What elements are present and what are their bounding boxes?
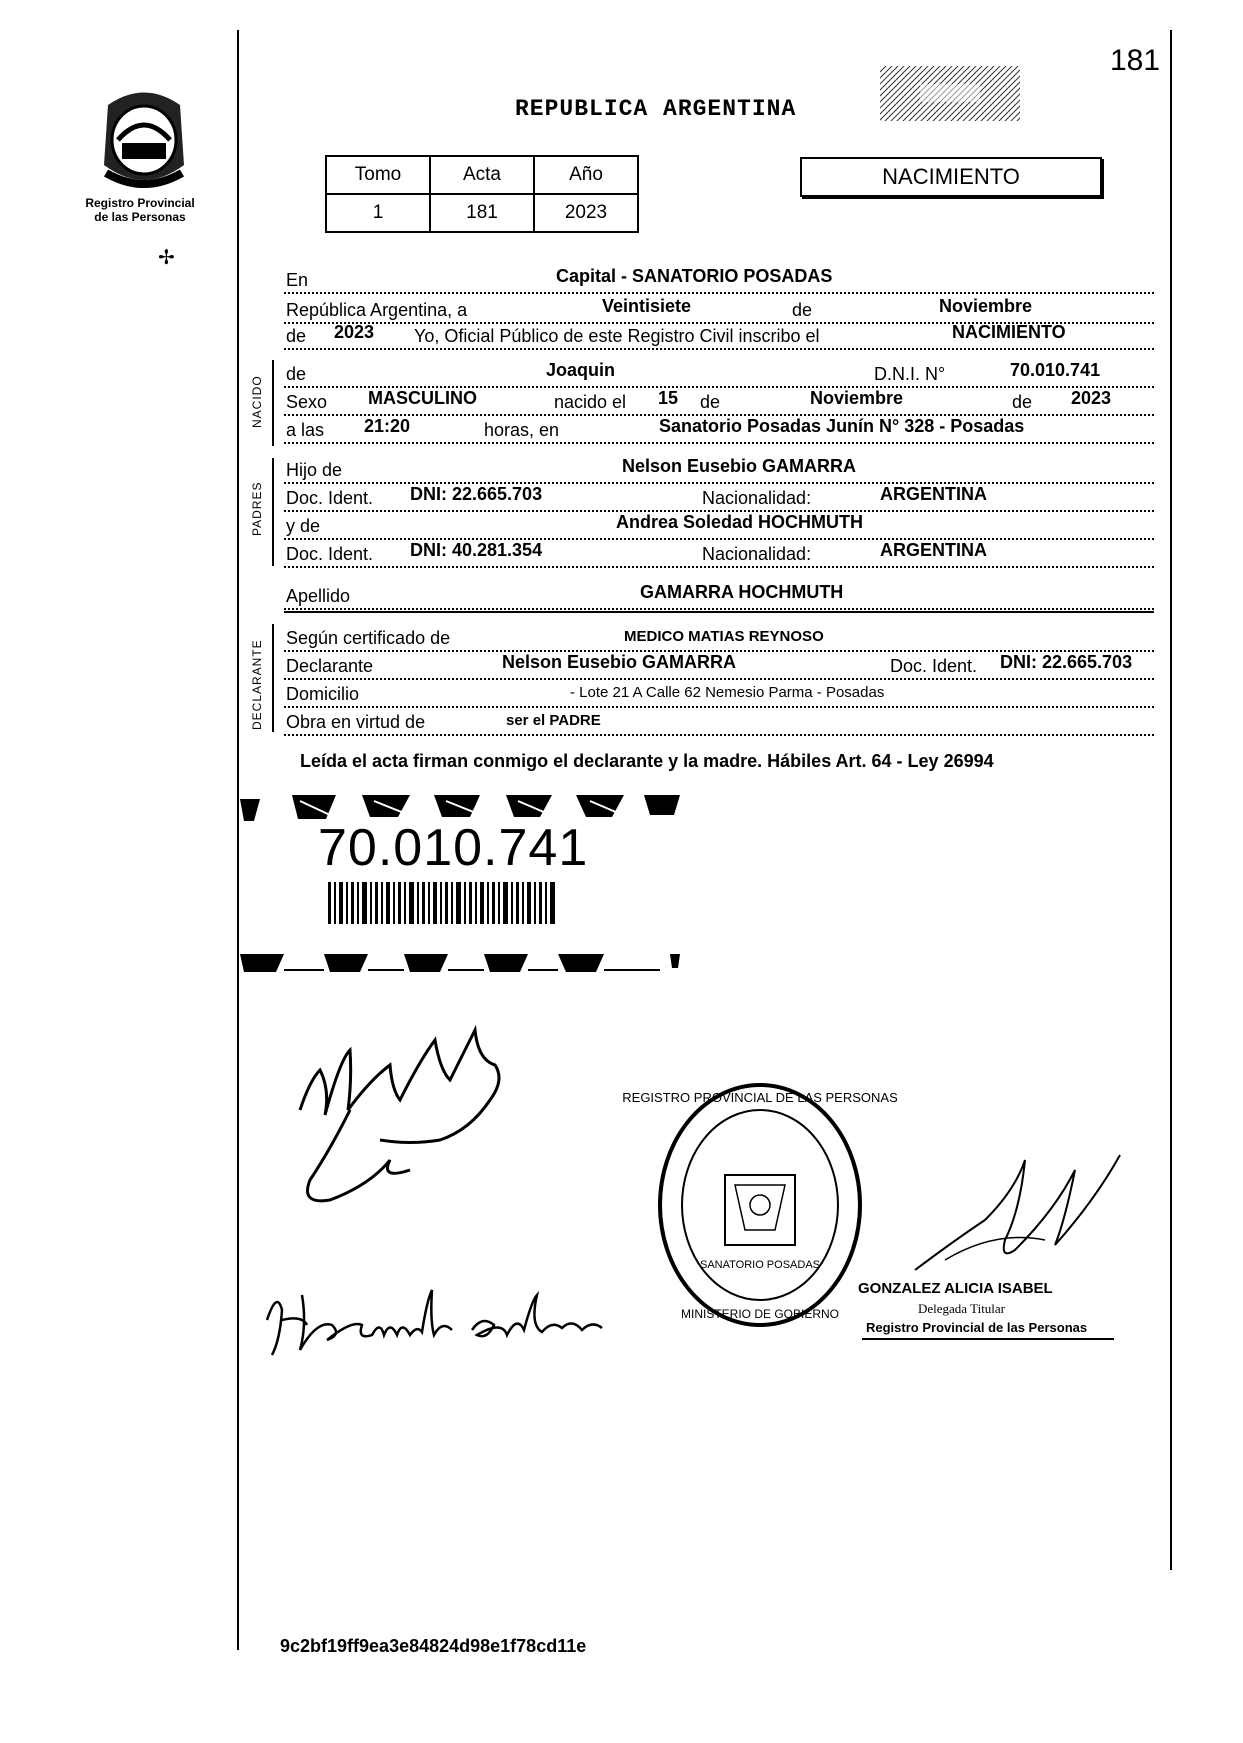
nacido-bracket xyxy=(272,360,274,446)
legal-note: Leída el acta firman conmigo el declarante y la madre. Hábiles Art. 64 - Ley 26994 xyxy=(300,751,994,771)
acta-value: 181 xyxy=(430,194,534,232)
sexo-value: MASCULINO xyxy=(368,388,477,408)
row-apellido xyxy=(284,578,1154,610)
de-label: de xyxy=(286,364,307,384)
section-label-declarante: DECLARANTE xyxy=(250,639,264,730)
de-label: de xyxy=(792,300,813,320)
acta-table-header-row xyxy=(326,156,638,194)
event-value: NACIMIENTO xyxy=(952,322,1066,342)
official-stamp xyxy=(622,1080,898,1330)
stamp-bottom-text: MINISTERIO DE GOBIERNO xyxy=(680,1307,840,1321)
sticker-bottom-border xyxy=(240,954,680,976)
place-value: Capital - SANATORIO POSADAS xyxy=(556,266,833,286)
row-obra xyxy=(284,704,1154,736)
father-nationality-value: ARGENTINA xyxy=(880,484,987,504)
anio-value: 2023 xyxy=(534,194,638,232)
father-value: Nelson Eusebio GAMARRA xyxy=(622,456,857,476)
registry-caption-line1: Registro Provincial xyxy=(85,196,195,210)
acta-table-header: Año xyxy=(534,156,638,194)
birth-place-value: Sanatorio Posadas Junín N° 328 - Posadas xyxy=(659,416,1025,436)
horas-label: horas, en xyxy=(484,420,560,440)
declarante-doc-value: DNI: 22.665.703 xyxy=(1000,652,1133,672)
domicilio-value: - Lote 21 A Calle 62 Nemesio Parma - Posadas xyxy=(570,684,885,701)
registry-caption-line2: de las Personas xyxy=(94,210,186,224)
padres-bracket xyxy=(272,458,274,566)
dni-value: 70.010.741 xyxy=(1010,360,1101,380)
y-de-label: y de xyxy=(286,516,321,536)
small-mark-icon: ✢ xyxy=(158,247,175,269)
province-logo xyxy=(88,85,200,195)
sticker-number: 70.010.741 xyxy=(318,819,589,877)
acta-table-header: Acta xyxy=(430,156,534,194)
obra-label: Obra en virtud de xyxy=(286,712,426,732)
declarante-value: Nelson Eusebio GAMARRA xyxy=(502,652,737,672)
father-doc-value: DNI: 22.665.703 xyxy=(410,484,543,504)
segun-label: Según certificado de xyxy=(286,628,451,648)
page-number: 181 xyxy=(1110,44,1161,77)
section-label-nacido: NACIDO xyxy=(250,375,264,428)
document-hash: 9c2bf19ff9ea3e84824d98e1f78cd11e xyxy=(280,1636,587,1656)
page-title: REPUBLICA ARGENTINA xyxy=(515,96,797,122)
row-inscribe xyxy=(284,318,1154,350)
sexo-label: Sexo xyxy=(286,392,328,412)
row-place xyxy=(284,262,1154,294)
declarante-bracket xyxy=(272,624,274,732)
mother-value: Andrea Soledad HOCHMUTH xyxy=(616,512,864,532)
mother-signature xyxy=(262,1280,612,1360)
mother-nationality-value: ARGENTINA xyxy=(880,540,987,560)
official-office: Registro Provincial de las Personas xyxy=(866,1320,1088,1335)
barcode-icon xyxy=(328,882,558,924)
declarante-label: Declarante xyxy=(286,656,374,676)
nacido-label: nacido el xyxy=(554,392,627,412)
official-underline xyxy=(862,1338,1114,1340)
stamp-outer-text: REGISTRO PROVINCIAL DE LAS PERSONAS xyxy=(622,1090,898,1105)
month-value: Noviembre xyxy=(939,296,1033,316)
stamp-inner-text: SANATORIO POSADAS xyxy=(699,1259,821,1271)
doc-label: Doc. Ident. xyxy=(286,488,374,508)
registry-caption xyxy=(60,196,220,224)
certificado-value: MEDICO MATIAS REYNOSO xyxy=(624,628,824,645)
official-name: GONZALEZ ALICIA ISABEL xyxy=(858,1280,1053,1297)
left-margin-line xyxy=(237,30,239,1650)
tomo-value: 1 xyxy=(326,194,430,232)
nombre-value: Joaquin xyxy=(546,360,616,380)
declarante-signature xyxy=(290,1020,580,1220)
birth-day-value: 15 xyxy=(658,388,679,408)
certificate-type-box: NACIMIENTO xyxy=(800,157,1102,197)
oficial-text: Yo, Oficial Público de este Registro Civil inscribo el xyxy=(414,326,820,346)
acta-table xyxy=(325,155,639,233)
birth-month-value: Noviembre xyxy=(810,388,904,408)
dni-label: D.N.I. N° xyxy=(874,364,946,384)
section-label-padres: PADRES xyxy=(250,481,264,536)
nacionalidad-label: Nacionalidad: xyxy=(702,544,812,564)
year-value: 2023 xyxy=(334,322,375,342)
apellido-value: GAMARRA HOCHMUTH xyxy=(640,582,844,602)
de-label: de xyxy=(1012,392,1033,412)
en-label: En xyxy=(286,270,309,290)
official-role: Delegada Titular xyxy=(918,1301,1006,1316)
apellido-label: Apellido xyxy=(286,586,351,606)
republica-label: República Argentina, a xyxy=(286,300,468,320)
obra-value: ser el PADRE xyxy=(506,712,601,729)
acta-table-header: Tomo xyxy=(326,156,430,194)
official-signature xyxy=(905,1150,1135,1280)
a-las-label: a las xyxy=(286,420,325,440)
apellido-underline xyxy=(284,611,1154,613)
day-value: Veintisiete xyxy=(602,296,692,316)
de-label: de xyxy=(286,326,307,346)
domicilio-label: Domicilio xyxy=(286,684,360,704)
right-margin-line xyxy=(1170,30,1172,1570)
de-label: de xyxy=(700,392,721,412)
doc-label: Doc. Ident. xyxy=(890,656,978,676)
row-madre-doc xyxy=(284,536,1154,568)
security-hologram-icon xyxy=(880,66,1020,121)
row-hora xyxy=(284,412,1154,444)
mother-doc-value: DNI: 40.281.354 xyxy=(410,540,543,560)
nacionalidad-label: Nacionalidad: xyxy=(702,488,812,508)
doc-label: Doc. Ident. xyxy=(286,544,374,564)
hijo-label: Hijo de xyxy=(286,460,343,480)
acta-table-value-row xyxy=(326,194,638,232)
hour-value: 21:20 xyxy=(364,416,411,436)
birth-year-value: 2023 xyxy=(1071,388,1112,408)
